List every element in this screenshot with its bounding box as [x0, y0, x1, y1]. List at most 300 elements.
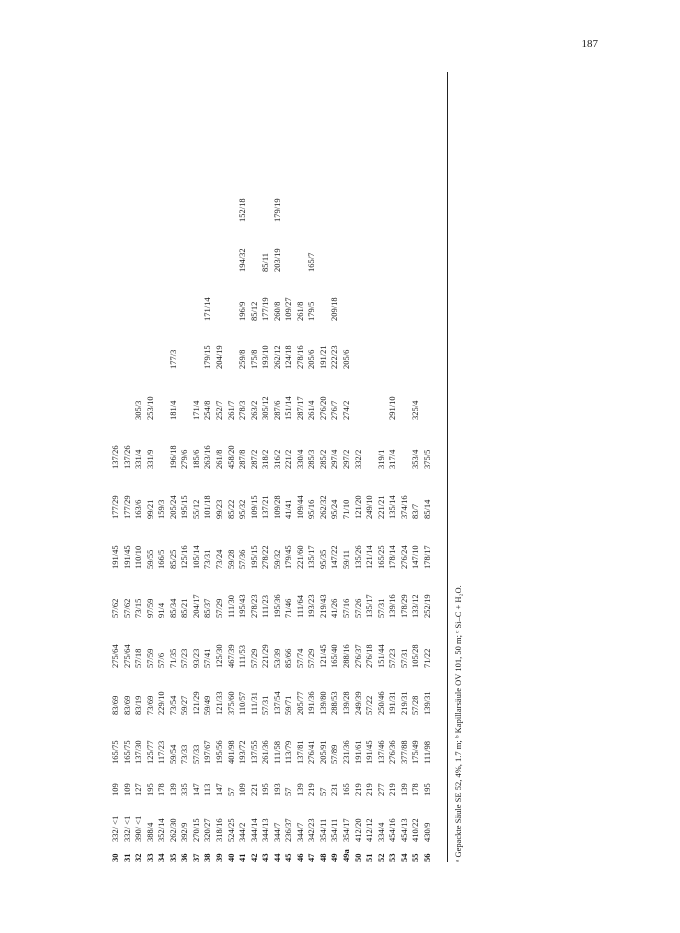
fragment-ion: 57/36 [237, 549, 248, 569]
molecular-ion: 270/15 [190, 818, 201, 842]
fragment-ion: 57/59 [144, 648, 155, 668]
fragment-ion: 278/16 [294, 345, 305, 369]
base-peak: 193 [271, 783, 282, 796]
base-peak: 335 [179, 783, 190, 796]
base-peak: 219 [387, 783, 398, 796]
fragment-ion: 261/36 [260, 740, 271, 764]
fragment-ion: 259/8 [237, 349, 248, 369]
fragment-ion: 177/3 [167, 349, 178, 369]
fragment-ion: 111/58 [271, 741, 282, 764]
compound-number: 39 [213, 853, 224, 862]
fragment-ion: 121/45 [317, 644, 328, 668]
fragment-ion: 57/29 [248, 648, 259, 668]
fragment-ion: 95/35 [317, 549, 328, 569]
fragment-ion: 139/80 [317, 691, 328, 715]
fragment-ion: 85/21 [179, 598, 190, 618]
fragment-ion: 195/56 [213, 740, 224, 764]
compound-number: 54 [398, 853, 409, 862]
fragment-ion: 261/8 [213, 449, 224, 469]
fragment-ion: 109/27 [283, 297, 294, 321]
fragment-ion: 191/45 [110, 545, 120, 569]
molecular-ion: 454/16 [387, 818, 398, 842]
fragment-ion: 71/46 [283, 598, 294, 618]
fragment-ion: 121/20 [352, 495, 363, 519]
fragment-ion: 59/54 [167, 744, 178, 764]
base-peak: 57 [283, 787, 294, 796]
table-row [295, 72, 306, 862]
fragment-ion: 85/34 [167, 598, 178, 618]
fragment-ion: 279/6 [179, 449, 190, 469]
fragment-ion: 59/71 [283, 695, 294, 715]
molecular-ion: 334/4 [375, 822, 386, 842]
fragment-ion: 179/15 [202, 345, 213, 369]
fragment-ion: 57/22 [364, 695, 375, 715]
fragment-ion: 375/5 [421, 449, 432, 469]
fragment-ion: 93/23 [190, 648, 201, 668]
fragment-ion: 221/29 [260, 644, 271, 668]
fragment-ion: 71/22 [421, 648, 432, 668]
fragment-ion: 249/10 [364, 495, 375, 519]
fragment-ion: 57/18 [133, 648, 144, 668]
fragment-ion: 147/22 [329, 545, 340, 569]
molecular-ion: 410/22 [410, 818, 421, 842]
compound-number: 44 [271, 853, 282, 862]
molecular-ion: 318/16 [213, 818, 224, 842]
molecular-ion: 344/13 [260, 818, 271, 842]
fragment-ion: 159/3 [156, 499, 167, 519]
fragment-ion: 97/59 [144, 598, 155, 618]
compound-number: 31 [121, 853, 132, 862]
fragment-ion: 205/77 [294, 691, 305, 715]
fragment-ion: 71/35 [167, 648, 178, 668]
fragment-ion: 195/36 [271, 594, 282, 618]
fragment-ion: 177/29 [110, 495, 120, 519]
compound-number: 43 [260, 853, 271, 862]
fragment-ion: 137/54 [271, 691, 282, 715]
fragment-ion: 111/53 [237, 645, 248, 668]
fragment-ion: 125/16 [179, 545, 190, 569]
table-row [306, 72, 317, 862]
table-row [191, 72, 202, 862]
fragment-ion: 275/64 [110, 644, 120, 668]
fragment-ion: 331/4 [133, 449, 144, 469]
fragment-ion: 137/30 [133, 740, 144, 764]
compound-number: 34 [156, 853, 167, 862]
fragment-ion: 221/21 [375, 495, 386, 519]
base-peak: 147 [213, 783, 224, 796]
molecular-ion: 344/7 [271, 822, 282, 842]
fragment-ion: 221/2 [283, 449, 294, 469]
fragment-ion: 57/23 [387, 648, 398, 668]
fragment-ion: 110/57 [237, 691, 248, 715]
table-row [249, 72, 260, 862]
fragment-ion: 353/4 [410, 449, 421, 469]
fragment-ion: 191/45 [364, 740, 375, 764]
fragment-ion: 135/14 [387, 495, 398, 519]
fragment-ion: 109/44 [294, 495, 305, 519]
fragment-ion: 205/6 [306, 349, 317, 369]
molecular-ion: 344/7 [294, 822, 305, 842]
fragment-ion: 111/64 [294, 595, 305, 618]
fragment-ion: 83/19 [133, 695, 144, 715]
fragment-ion: 139/28 [341, 691, 351, 715]
compound-number: 50 [352, 853, 363, 862]
fragment-ion: 95/24 [329, 499, 340, 519]
fragment-ion: 177/19 [260, 297, 271, 321]
molecular-ion: 388/4 [144, 822, 155, 842]
fragment-ion: 178/29 [398, 594, 409, 618]
molecular-ion: 262/30 [167, 818, 178, 842]
fragment-ion: 205/91 [317, 740, 328, 764]
page-number: 187 [581, 38, 598, 50]
fragment-ion: 137/26 [121, 445, 132, 469]
compound-number: 33 [144, 853, 155, 862]
fragment-ion: 196/18 [167, 445, 178, 469]
fragment-ion: 57/26 [352, 598, 363, 618]
fragment-ion: 178/17 [421, 545, 432, 569]
fragment-ion: 261/7 [225, 400, 236, 420]
fragment-ion: 147/10 [410, 545, 421, 569]
fragment-ion: 165/7 [306, 252, 317, 272]
fragment-ion: 110/10 [133, 545, 144, 569]
fragment-ion: 377/88 [398, 740, 409, 764]
molecular-ion: 392/9 [179, 822, 190, 842]
compound-number: 47 [306, 853, 317, 862]
molecular-ion: 354/11 [317, 818, 328, 842]
fragment-ion: 458/20 [225, 445, 236, 469]
table-row [214, 72, 225, 862]
fragment-ion: 137/21 [260, 495, 271, 519]
fragment-ion: 111/30 [225, 595, 236, 618]
fragment-ion: 91/4 [156, 602, 167, 618]
fragment-ion: 109/15 [248, 495, 259, 519]
fragment-ion: 375/60 [225, 691, 236, 715]
fragment-ion: 209/18 [329, 297, 340, 321]
fragment-ion: 83/69 [110, 695, 120, 715]
table-row [260, 72, 271, 862]
fragment-ion: 252/19 [421, 594, 432, 618]
fragment-ion: 191/21 [317, 345, 328, 369]
fragment-ion: 59/28 [225, 549, 236, 569]
table-row [422, 72, 433, 862]
fragment-ion: 135/26 [352, 545, 363, 569]
fragment-ion: 53/39 [271, 648, 282, 668]
fragment-ion: 85/66 [283, 648, 294, 668]
compound-number: 37 [190, 853, 201, 862]
fragment-ion: 166/5 [156, 549, 167, 569]
fragment-ion: 219/31 [398, 691, 409, 715]
fragment-ion: 219/43 [317, 594, 328, 618]
fragment-ion: 73/69 [144, 695, 155, 715]
table-row [145, 72, 156, 862]
base-peak: 57 [225, 787, 236, 796]
fragment-ion: 191/45 [121, 545, 132, 569]
fragment-ion: 317/4 [387, 449, 398, 469]
fragment-ion: 57/6 [156, 652, 167, 668]
molecular-ion: 412/12 [364, 818, 375, 842]
base-peak: 178 [410, 783, 421, 796]
compound-number: 49 [329, 853, 340, 862]
base-peak: 195 [421, 783, 432, 796]
fragment-ion: 105/28 [410, 644, 421, 668]
fragment-ion: 85/37 [202, 598, 213, 618]
base-peak: 219 [306, 783, 317, 796]
fragment-ion: 276/20 [317, 396, 328, 420]
fragment-ion: 125/30 [213, 644, 224, 668]
fragment-ion: 253/10 [144, 396, 155, 420]
fragment-ion: 59/49 [202, 695, 213, 715]
fragment-ion: 83/69 [121, 695, 132, 715]
fragment-ion: 287/6 [271, 400, 282, 420]
fragment-ion: 151/14 [283, 396, 294, 420]
fragment-ion: 222/23 [329, 345, 340, 369]
molecular-ion: 524/25 [225, 818, 236, 842]
fragment-ion: 285/2 [317, 449, 328, 469]
fragment-ion: 57/62 [110, 598, 120, 618]
fragment-ion: 274/2 [341, 400, 351, 420]
fragment-ion: 203/19 [271, 248, 282, 272]
fragment-ion: 57/62 [121, 598, 132, 618]
compound-number: 56 [421, 853, 432, 862]
compound-number: 38 [202, 853, 213, 862]
fragment-ion: 163/6 [133, 499, 144, 519]
molecular-ion: 354/11 [329, 818, 340, 842]
fragment-ion: 191/61 [352, 740, 363, 764]
base-peak: 57 [317, 787, 328, 796]
fragment-ion: 191/31 [387, 691, 398, 715]
table-row [399, 72, 410, 862]
footnote: ᵃ Gepackte Säule SE 52, 4%, 1.7 m; ᵇ Kapillarsäule OV 101, 50 m; ᶜ Si–C + H₂O. [453, 585, 463, 862]
fragment-ion: 85/11 [260, 252, 271, 272]
fragment-ion: 41/41 [283, 499, 294, 519]
fragment-ion: 135/17 [306, 545, 317, 569]
table-row [341, 72, 352, 862]
molecular-ion: 352/14 [156, 818, 167, 842]
molecular-ion: 412/20 [352, 818, 363, 842]
fragment-ion: 276/24 [398, 545, 409, 569]
fragment-ion: 193/10 [260, 345, 271, 369]
fragment-ion: 179/45 [283, 545, 294, 569]
base-peak: 139 [294, 783, 305, 796]
base-peak: 219 [352, 783, 363, 796]
fragment-ion: 85/14 [421, 499, 432, 519]
fragment-ion: 178/14 [387, 545, 398, 569]
fragment-ion: 57/29 [306, 648, 317, 668]
base-peak: 195 [260, 783, 271, 796]
compound-number: 52 [375, 853, 386, 862]
fragment-ion: 185/6 [190, 449, 201, 469]
table-row [179, 72, 190, 862]
fragment-ion: 57/29 [213, 598, 224, 618]
fragment-ion: 331/9 [144, 449, 155, 469]
fragment-ion: 57/16 [341, 598, 351, 618]
fragment-ion: 205/6 [341, 349, 351, 369]
fragment-ion: 325/4 [410, 400, 421, 420]
fragment-ion: 105/14 [190, 545, 201, 569]
fragment-ion: 261/8 [294, 301, 305, 321]
molecular-ion: 390/ <1 [133, 815, 144, 842]
footnote-rule [447, 72, 448, 862]
compound-number: 32 [133, 853, 144, 862]
base-peak: 221 [248, 783, 259, 796]
fragment-ion: 205/24 [167, 495, 178, 519]
molecular-ion: 332/ <1 [110, 815, 120, 842]
compound-number: 35 [167, 853, 178, 862]
compound-number: 49a [341, 849, 351, 862]
fragment-ion: 109/28 [271, 495, 282, 519]
fragment-ion: 137/26 [110, 445, 120, 469]
fragment-ion: 231/36 [341, 740, 351, 764]
fragment-ion: 71/10 [341, 499, 351, 519]
compound-number: 30 [110, 853, 120, 862]
base-peak: 127 [133, 783, 144, 796]
fragment-ion: 181/4 [167, 400, 178, 420]
molecular-ion: 342/23 [306, 818, 317, 842]
molecular-ion: 320/27 [202, 818, 213, 842]
molecular-ion: 344/2 [237, 822, 248, 842]
fragment-ion: 195/15 [179, 495, 190, 519]
table-row [272, 72, 283, 862]
base-peak: 139 [167, 783, 178, 796]
fragment-ion: 316/2 [271, 449, 282, 469]
fragment-ion: 57/28 [410, 695, 421, 715]
fragment-ion: 319/1 [375, 449, 386, 469]
fragment-ion: 137/46 [375, 740, 386, 764]
fragment-ion: 57/31 [398, 648, 409, 668]
fragment-ion: 57/31 [375, 598, 386, 618]
fragment-ion: 59/11 [341, 549, 351, 569]
table-row [329, 72, 340, 862]
table-row [110, 72, 121, 862]
fragment-ion: 221/60 [294, 545, 305, 569]
table-row [353, 72, 364, 862]
fragment-ion: 305/3 [133, 400, 144, 420]
fragment-ion: 95/16 [306, 499, 317, 519]
fragment-ion: 287/8 [237, 449, 248, 469]
fragment-ion: 151/44 [375, 644, 386, 668]
fragment-ion: 137/55 [248, 740, 259, 764]
table-row [283, 72, 294, 862]
fragment-ion: 171/4 [190, 400, 201, 420]
fragment-ion: 204/17 [190, 594, 201, 618]
fragment-ion: 467/39 [225, 644, 236, 668]
table-row [226, 72, 237, 862]
fragment-ion: 165/40 [329, 644, 340, 668]
fragment-ion: 83/7 [410, 503, 421, 519]
compound-number: 53 [387, 853, 398, 862]
fragment-ion: 111/23 [260, 595, 271, 618]
fragment-ion: 111/31 [248, 692, 259, 715]
fragment-ion: 57/41 [202, 648, 213, 668]
base-peak: 139 [398, 783, 409, 796]
table-row [202, 72, 213, 862]
base-peak: 231 [329, 783, 340, 796]
fragment-ion: 276/37 [352, 644, 363, 668]
fragment-ion: 249/39 [352, 691, 363, 715]
table-row [410, 72, 421, 862]
compound-number: 42 [248, 853, 259, 862]
fragment-ion: 197/67 [202, 740, 213, 764]
fragment-ion: 85/22 [225, 499, 236, 519]
table-row [237, 72, 248, 862]
fragment-ion: 152/18 [237, 198, 248, 222]
fragment-ion: 262/12 [271, 345, 282, 369]
fragment-ion: 124/18 [283, 345, 294, 369]
fragment-ion: 57/31 [260, 695, 271, 715]
fragment-ion: 252/7 [213, 400, 224, 420]
fragment-ion: 276/18 [364, 644, 375, 668]
fragment-ion: 57/33 [190, 744, 201, 764]
fragment-ion: 135/17 [364, 594, 375, 618]
fragment-ion: 263/2 [248, 400, 259, 420]
molecular-ion: 454/13 [398, 818, 409, 842]
molecular-ion: 430/9 [421, 822, 432, 842]
fragment-ion: 278/23 [248, 594, 259, 618]
fragment-ion: 95/32 [237, 499, 248, 519]
fragment-ion: 276/36 [387, 740, 398, 764]
base-peak: 109 [237, 783, 248, 796]
fragment-ion: 297/2 [341, 449, 351, 469]
fragment-ion: 297/4 [329, 449, 340, 469]
fragment-ion: 101/18 [202, 495, 213, 519]
base-peak: 147 [190, 783, 201, 796]
fragment-ion: 288/53 [329, 691, 340, 715]
molecular-ion: 332/ <1 [121, 815, 132, 842]
compound-number: 48 [317, 853, 328, 862]
fragment-ion: 111/98 [421, 741, 432, 764]
fragment-ion: 137/81 [294, 740, 305, 764]
fragment-ion: 85/25 [167, 549, 178, 569]
base-peak: 113 [202, 783, 213, 796]
compound-number: 55 [410, 853, 421, 862]
compound-number: 40 [225, 853, 236, 862]
table-row [318, 72, 329, 862]
fragment-ion: 330/4 [294, 449, 305, 469]
fragment-ion: 73/24 [213, 549, 224, 569]
fragment-ion: 194/32 [237, 248, 248, 272]
table-row [364, 72, 375, 862]
base-peak: 109 [110, 783, 120, 796]
molecular-ion: 354/17 [341, 818, 351, 842]
molecular-ion: 344/14 [248, 818, 259, 842]
mass-spectra-table [80, 72, 640, 862]
compound-number: 41 [237, 853, 248, 862]
fragment-ion: 85/12 [248, 301, 259, 321]
fragment-ion: 41/26 [329, 598, 340, 618]
fragment-ion: 133/12 [410, 594, 421, 618]
fragment-ion: 117/23 [156, 740, 167, 764]
fragment-ion: 125/77 [144, 740, 155, 764]
fragment-ion: 193/72 [237, 740, 248, 764]
fragment-ion: 179/5 [306, 301, 317, 321]
fragment-ion: 165/25 [375, 545, 386, 569]
fragment-ion: 374/16 [398, 495, 409, 519]
fragment-ion: 191/36 [306, 691, 317, 715]
fragment-ion: 263/16 [202, 445, 213, 469]
fragment-ion: 288/16 [341, 644, 351, 668]
fragment-ion: 113/79 [283, 740, 294, 764]
fragment-ion: 57/74 [294, 648, 305, 668]
base-peak: 195 [144, 783, 155, 796]
fragment-ion: 165/75 [110, 740, 120, 764]
fragment-ion: 287/17 [294, 396, 305, 420]
fragment-ion: 401/98 [225, 740, 236, 764]
fragment-ion: 196/9 [237, 301, 248, 321]
fragment-ion: 261/4 [306, 400, 317, 420]
base-peak: 165 [341, 783, 351, 796]
base-peak: 277 [375, 783, 386, 796]
fragment-ion: 193/23 [306, 594, 317, 618]
